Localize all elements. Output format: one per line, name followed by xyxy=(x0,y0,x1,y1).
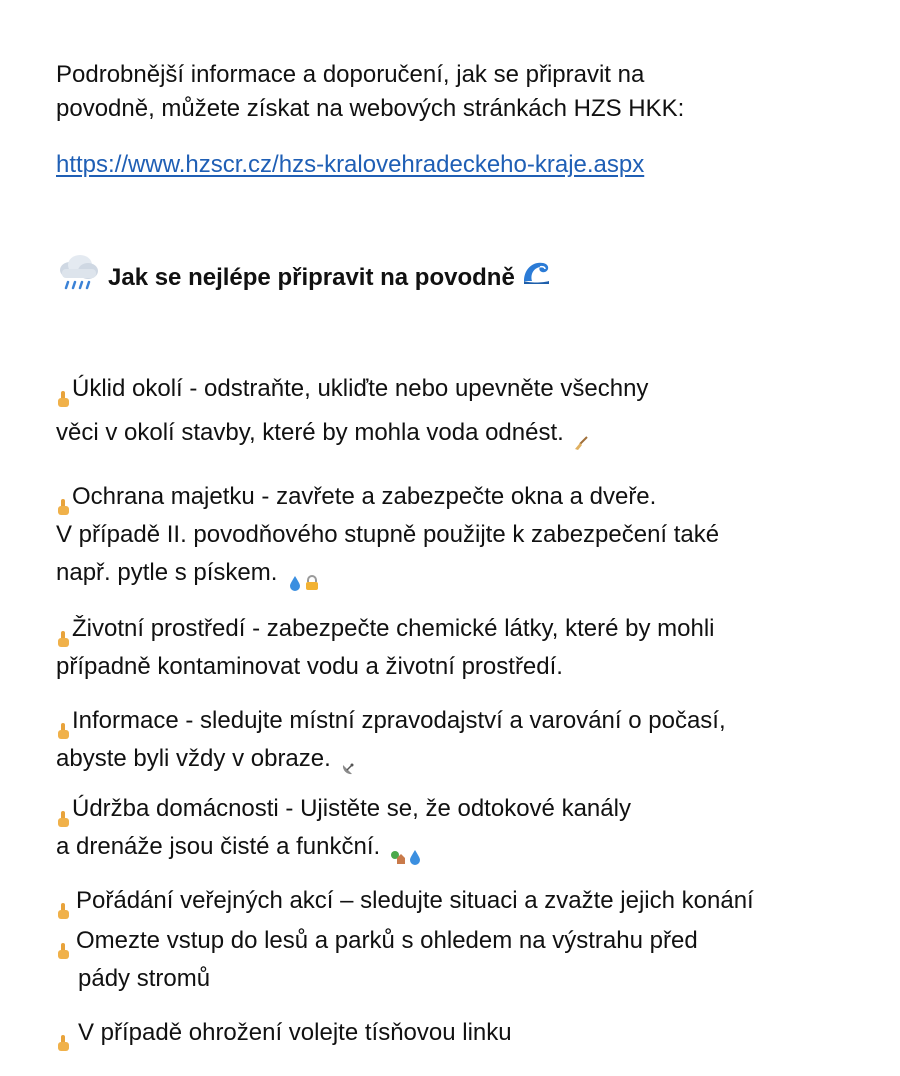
wave-icon xyxy=(521,257,551,287)
house-garden-icon xyxy=(390,839,406,855)
pointing-finger-icon xyxy=(56,714,70,732)
pointing-finger-icon xyxy=(56,490,70,508)
item-text-line: Omezte vstup do lesů a parků s ohledem na výstrahu před xyxy=(76,927,698,954)
hzs-website-link[interactable]: https://www.hzscr.cz/hzs-kralovehradeckeho-kraje.aspx xyxy=(56,151,645,178)
pointing-finger-icon xyxy=(56,622,70,640)
lock-icon xyxy=(304,565,320,581)
intro-line-2: povodně, můžete získat na webových stránkách HZS HKK: xyxy=(56,95,685,122)
item-text-line: případně kontaminovat vodu a životní prostředí. xyxy=(56,653,563,680)
list-item xyxy=(56,922,698,998)
broom-icon xyxy=(573,425,589,441)
list-item xyxy=(56,790,631,866)
list-item xyxy=(56,610,714,686)
item-text-line: Pořádání veřejných akcí – sledujte situaci a zvažte jejich konání xyxy=(76,887,754,914)
item-text-line: V případě ohrožení volejte tísňovou linku xyxy=(78,1019,512,1046)
intro-line-1: Podrobnější informace a doporučení, jak se připravit na xyxy=(56,61,645,88)
item-text-line: pády stromů xyxy=(78,965,211,992)
pointing-finger-icon xyxy=(56,382,70,400)
item-text-line: např. pytle s pískem. xyxy=(56,559,278,586)
rain-cloud-icon xyxy=(56,254,100,294)
item-text-line: věci v okolí stavby, které by mohla voda odnést. xyxy=(56,419,564,446)
list-item xyxy=(56,702,726,778)
pointing-finger-icon xyxy=(56,934,70,952)
pointing-finger-icon xyxy=(56,802,70,820)
droplet-icon xyxy=(287,565,303,581)
section-heading xyxy=(56,258,551,298)
list-item xyxy=(56,882,754,920)
item-text-line: Údržba domácnosti - Ujistěte se, že odtokové kanály xyxy=(72,795,631,822)
list-item xyxy=(56,478,719,592)
item-text-line: V případě II. povodňového stupně použijte k zabezpečení také xyxy=(56,521,720,548)
item-text-line: a drenáže jsou čisté a funkční. xyxy=(56,833,381,860)
pointing-finger-icon xyxy=(56,894,70,912)
item-text-line: Ochrana majetku - zavřete a zabezpečte okna a dveře. xyxy=(72,483,657,510)
heading-text: Jak se nejlépe připravit na povodně xyxy=(108,264,515,291)
pointing-finger-icon xyxy=(56,1026,70,1044)
droplet-icon xyxy=(407,839,423,855)
list-item xyxy=(56,1014,512,1052)
list-item xyxy=(56,370,648,452)
item-text-line: Životní prostředí - zabezpečte chemické látky, které by mohli xyxy=(72,615,715,642)
item-text-line: abyste byli vždy v obraze. xyxy=(56,745,331,772)
document-page xyxy=(56,0,876,1076)
intro-paragraph xyxy=(56,58,684,126)
item-text-line: Informace - sledujte místní zpravodajství a varování o počasí, xyxy=(72,707,726,734)
satellite-dish-icon xyxy=(340,751,356,767)
item-text-line: Úklid okolí - odstraňte, ukliďte nebo upevněte všechny xyxy=(72,375,649,402)
